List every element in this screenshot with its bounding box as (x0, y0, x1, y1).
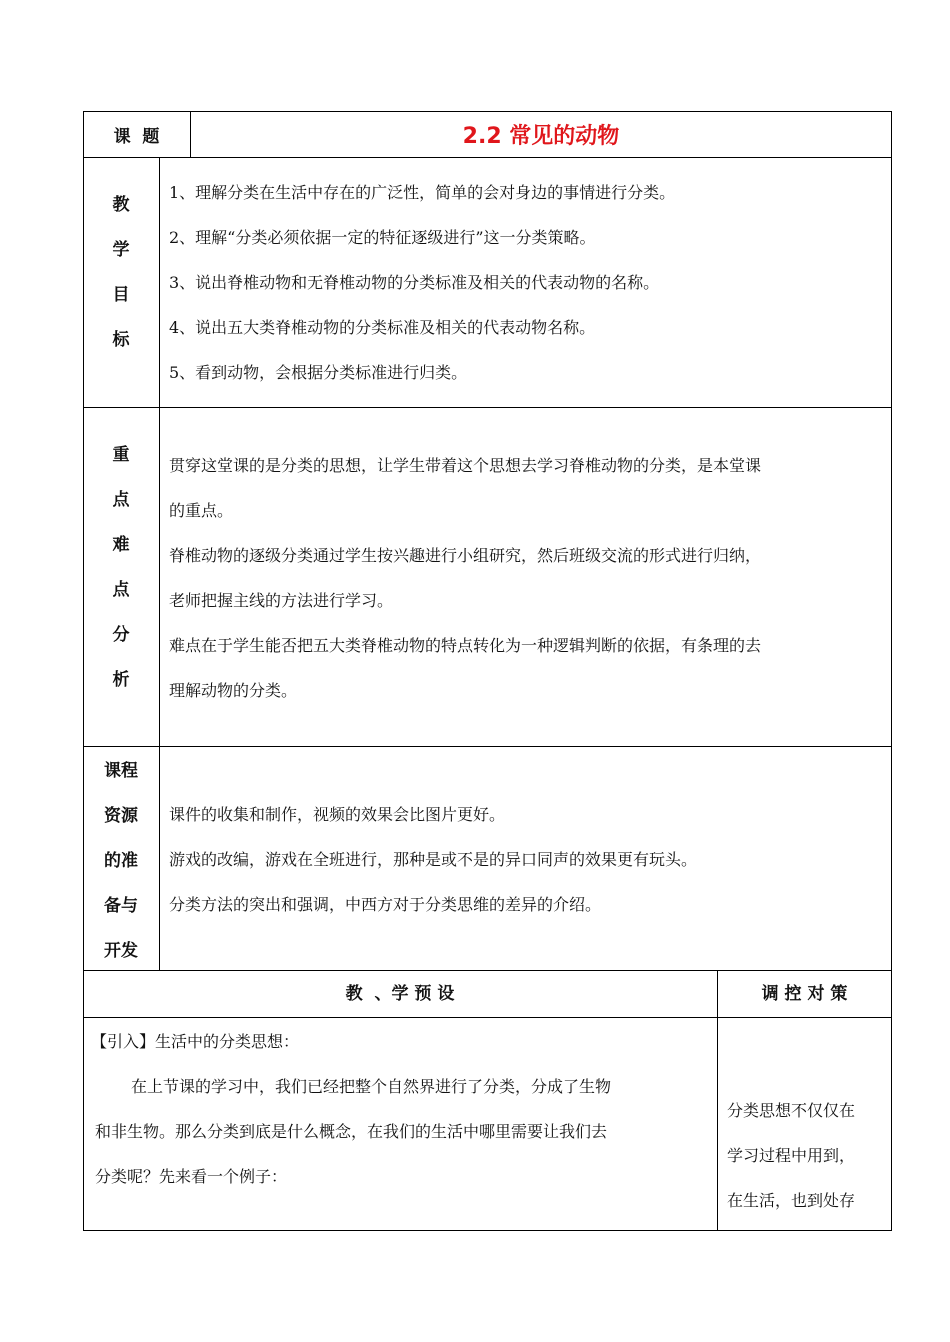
objective-item: 5、看到动物，会根据分类标准进行归类。 (169, 363, 468, 382)
intro-text (95, 1064, 710, 1199)
table-rule (83, 746, 892, 747)
resources-list (169, 792, 884, 927)
subject-label: 课 题 (113, 127, 160, 147)
analysis-line: 难点在于学生能否把五大类脊椎动物的特点转化为一种逻辑判断的依据，有条理的去 (169, 636, 762, 655)
strategy-column-header: 调 控 对 策 (761, 984, 848, 1004)
intro-heading: 【引入】生活中的分类思想： (91, 1032, 300, 1051)
plan-column-header: 教 、学 预 设 (345, 984, 455, 1004)
objective-item: 2、理解“分类必须依据一定的特征逐级进行”这一分类策略。 (169, 228, 596, 247)
resources-label: 课程 资源 的准 备与 开发 (104, 761, 138, 961)
intro-line: 在上节课的学习中，我们已经把整个自然界进行了分类，分成了生物 (131, 1077, 612, 1096)
table-rule (83, 157, 892, 158)
strategy-line: 在生活，也到处存 (727, 1191, 856, 1210)
strategy-line: 学习过程中用到， (727, 1146, 856, 1165)
analysis-line: 贯穿这堂课的是分类的思想，让学生带着这个思想去学习脊椎动物的分类，是本堂课 (169, 456, 762, 475)
objectives-label: 教 学 目 标 (112, 195, 130, 350)
analysis-line: 老师把握主线的方法进行学习。 (169, 591, 394, 610)
resource-item: 课件的收集和制作，视频的效果会比图片更好。 (169, 805, 506, 824)
intro-line: 和非生物。那么分类到底是什么概念，在我们的生活中哪里需要让我们去 (95, 1122, 608, 1141)
lesson-title: 2.2 常见的动物 (462, 124, 620, 149)
objective-item: 3、说出脊椎动物和无脊椎动物的分类标准及相关的代表动物的名称。 (169, 273, 660, 292)
resource-item: 游戏的改编，游戏在全班进行，那种是或不是的异口同声的效果更有玩头。 (169, 850, 698, 869)
intro-line: 分类呢？先来看一个例子： (95, 1167, 288, 1186)
analysis-text (169, 443, 884, 713)
analysis-line: 理解动物的分类。 (169, 681, 298, 700)
table-rule (159, 157, 160, 970)
strategy-text (727, 1088, 887, 1223)
resource-item: 分类方法的突出和强调，中西方对于分类思维的差异的介绍。 (169, 895, 602, 914)
table-rule (83, 407, 892, 408)
objective-item: 1、理解分类在生活中存在的广泛性，简单的会对身边的事情进行分类。 (169, 183, 676, 202)
objectives-list (169, 170, 884, 395)
analysis-label: 重 点 难 点 分 析 (112, 445, 130, 690)
strategy-line: 分类思想不仅仅在 (727, 1101, 856, 1120)
analysis-line: 的重点。 (169, 501, 234, 520)
analysis-line: 脊椎动物的逐级分类通过学生按兴趣进行小组研究，然后班级交流的形式进行归纳， (169, 546, 762, 565)
objective-item: 4、说出五大类脊椎动物的分类标准及相关的代表动物名称。 (169, 318, 596, 337)
table-rule (83, 1017, 892, 1018)
